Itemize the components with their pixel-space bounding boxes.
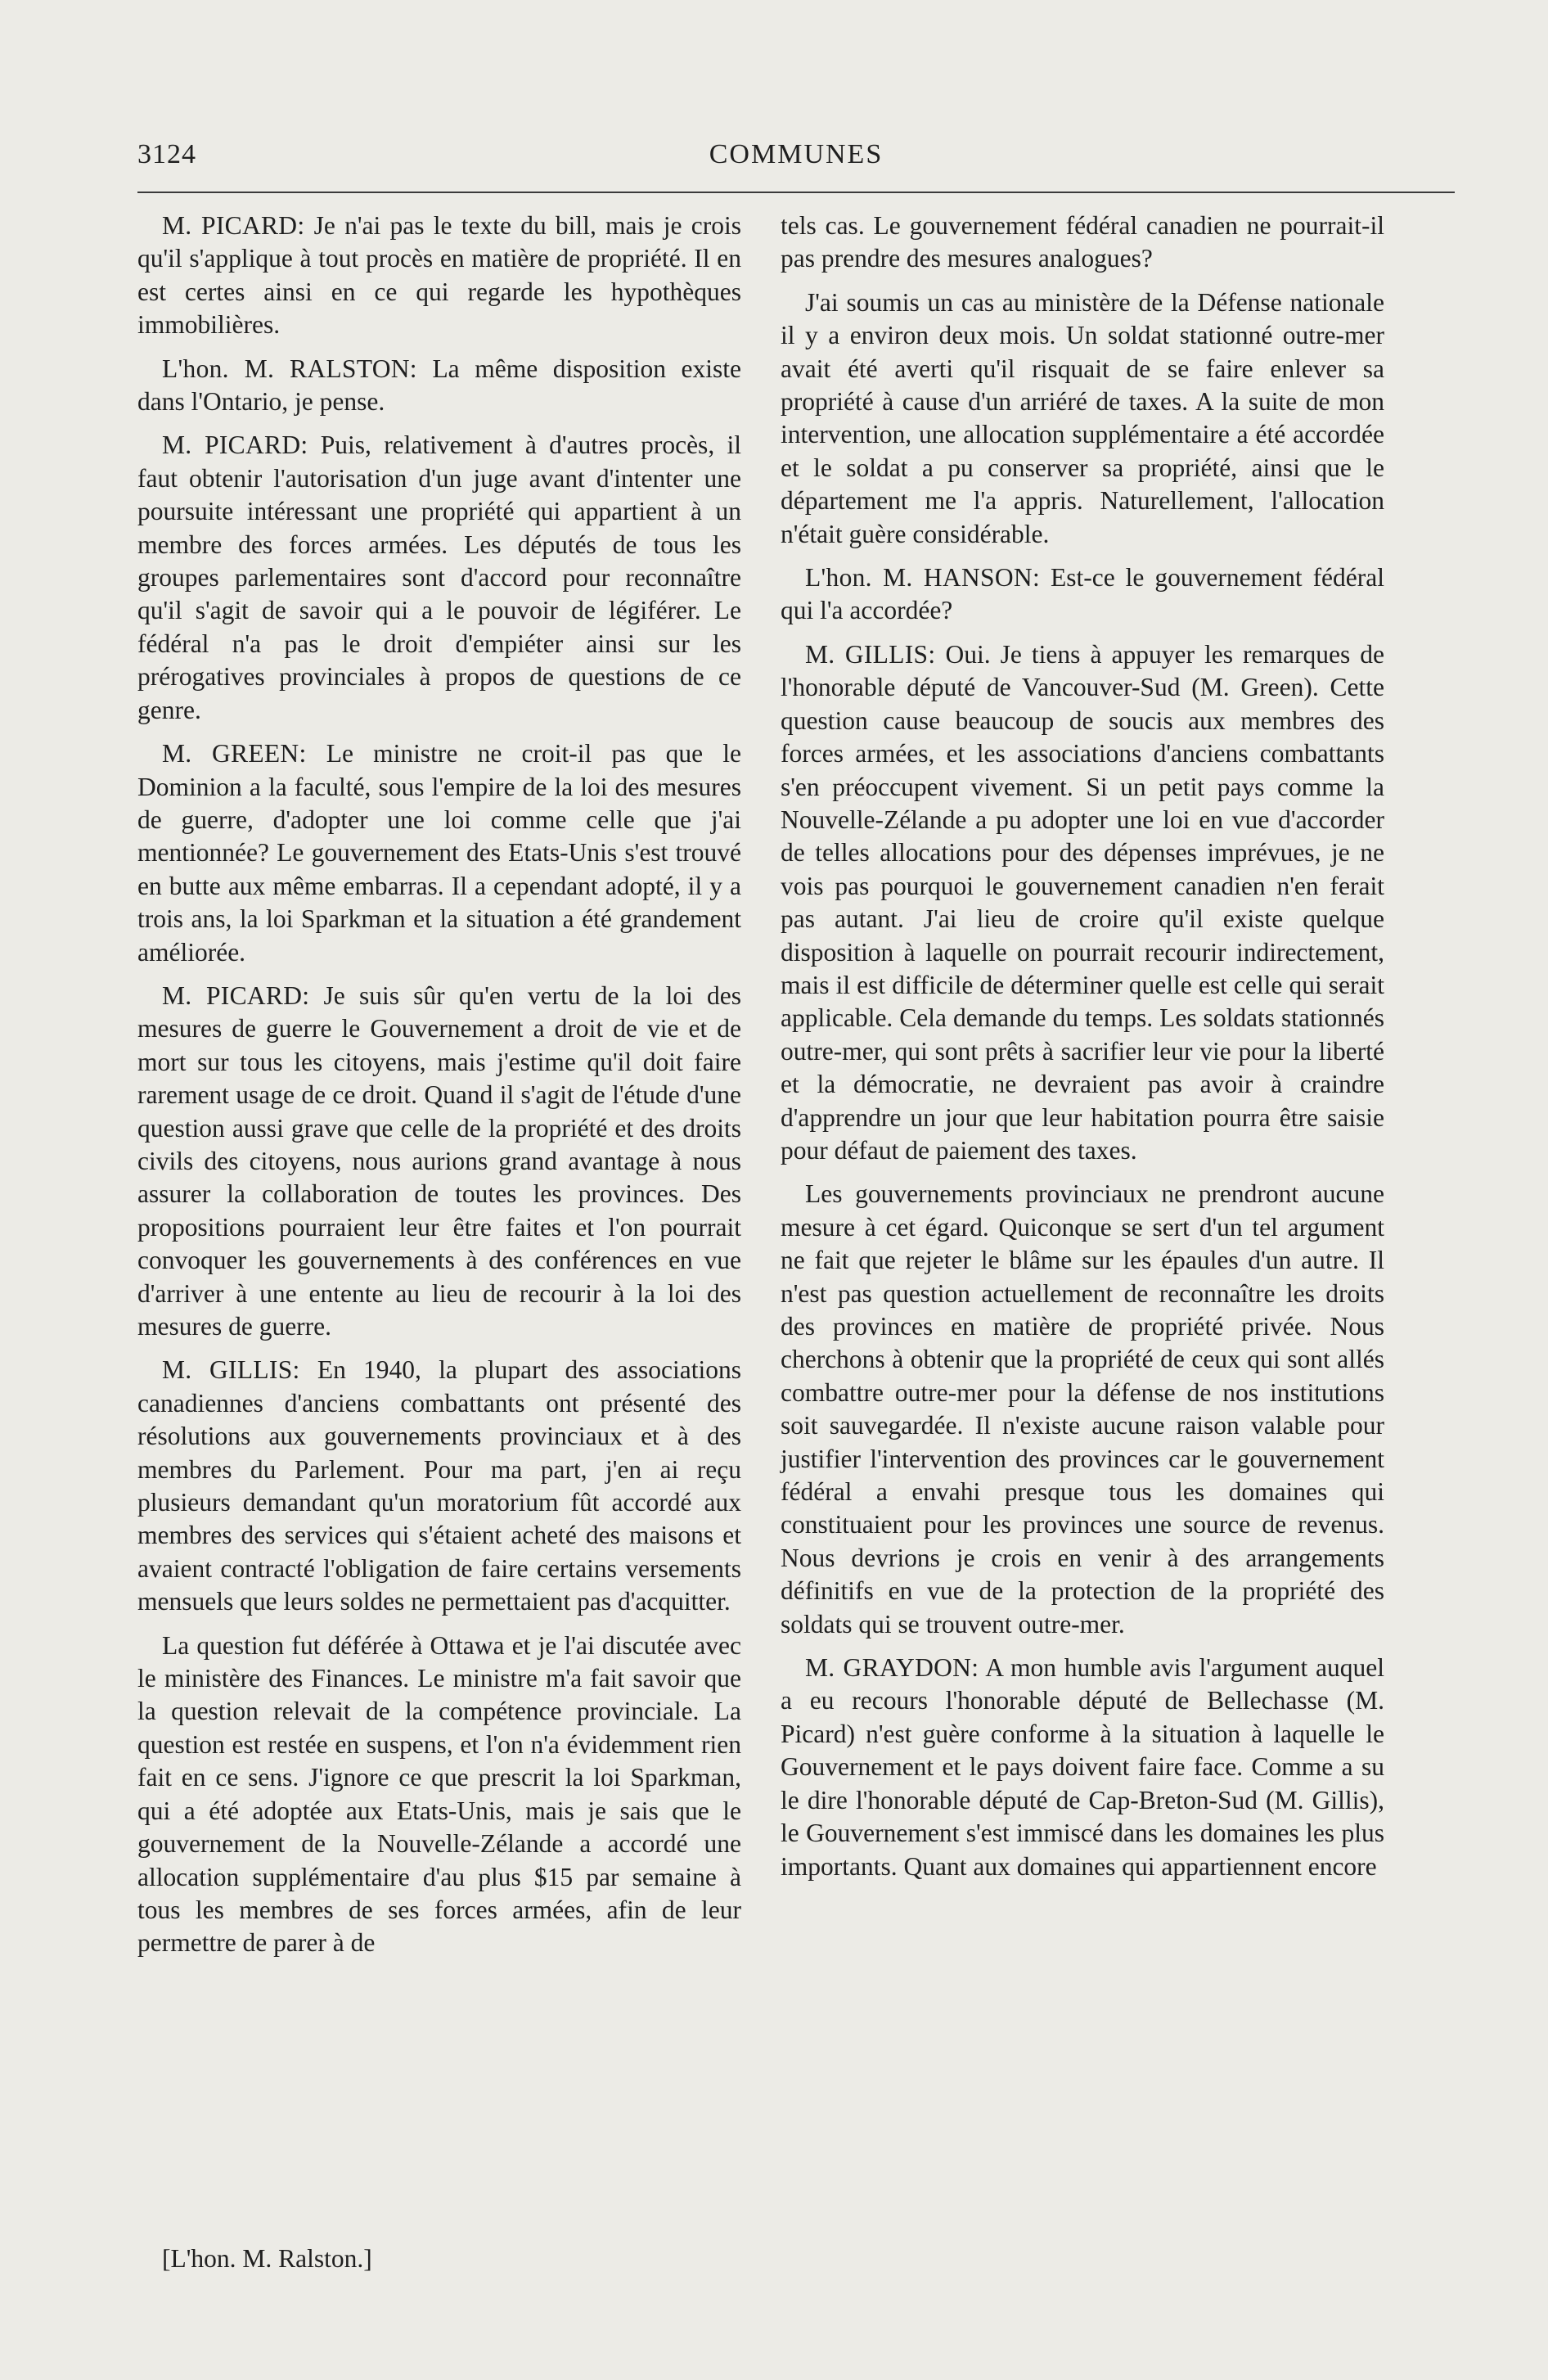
- speaker-name: M. PICARD:: [162, 430, 308, 460]
- paragraph-text: Oui. Je tiens à appuyer les remarques de l'honorable député de Vancouver-Sud (M. Green). Cette question cause beaucoup de soucis aux membres des forces armées, et les associations d'anciens combattants s'en préoccupent vivement. Si un petit pays comme la Nouvelle-Zélande a pu adopter une loi en vue d'accorder de telles allocations pour des dépenses imprévues, je ne vois pas pourquoi le gouvernement canadien n'en ferait pas autant. J'ai lieu de croire qu'il existe quelque disposition à laquelle on pourrait recourir indirectement, mais il est difficile de déterminer quelle est celle qui serait applicable. Cela demande du temps. Les soldats stationnés outre-mer, qui sont prêts à sacrifier leur vie pour la liberté et la démocratie, ne devraient pas avoir à craindre d'apprendre un jour que leur habitation pourra être saisie pour défaut de paiement des taxes.: [781, 639, 1384, 1165]
- paragraph-text: Puis, relativement à d'autres procès, il faut obtenir l'autorisation d'un juge avant d'intenter une poursuite intéressant une propriété qui appartient à un membre des forces armées. Les députés de tous les groupes parlementaires sont d'accord pour reconnaître qu'il s'agit de savoir qui a le pouvoir de légiférer. Le fédéral n'a pas le droit d'empiéter ainsi sur les prérogatives provinciales à propos de questions de ce genre.: [137, 430, 741, 724]
- paragraph-text: En 1940, la plupart des associations canadiennes d'anciens combattants ont présenté des résolutions aux gouvernements provinciaux et à des membres du Parlement. Pour ma part, j'en ai reçu plusieurs demandant qu'un moratorium fût accordé aux membres des services qui s'étaient acheté des maisons et avaient contracté l'obligation de faire certains versements mensuels que leurs soldes ne permettaient pas d'acquitter.: [137, 1355, 741, 1616]
- page-number: 3124: [137, 139, 196, 169]
- header-rule: [137, 192, 1455, 193]
- paragraph: [137, 1629, 741, 1960]
- speaker-name: L'hon. M. RALSTON:: [162, 354, 417, 383]
- paragraph: [137, 429, 741, 727]
- speaker-name: M. GILLIS:: [805, 639, 936, 669]
- speaker-name: M. PICARD:: [162, 211, 305, 240]
- paragraph-text: La question fut déférée à Ottawa et je l'ai discutée avec le ministère des Finances. Le ministre m'a fait savoir que la question relevait de la compétence provinciale. La question est restée en suspens, et l'on n'a évidemment rien fait en ce sens. J'ignore ce que prescrit la loi Sparkman, qui a été adoptée aux Etats-Unis, mais je sais que le gouvernement de la Nouvelle-Zélande a accordé une allocation supplémentaire d'au plus $15 par semaine à tous les membres de ses forces armées, afin de leur permettre de parer à de: [137, 1630, 741, 1958]
- paragraph: [781, 1652, 1384, 1883]
- speaker-name: M. GILLIS:: [162, 1355, 300, 1385]
- page-sheet: [61, 61, 1487, 2319]
- paragraph: [137, 1354, 741, 1618]
- paragraph: [137, 210, 741, 342]
- attribution: [L'hon. M. Ralston.]: [162, 2244, 372, 2273]
- paragraph: [781, 210, 1384, 276]
- paragraph-text: Je n'ai pas le texte du bill, mais je crois qu'il s'applique à tout procès en matière de propriété. Il en est certes ainsi en ce qui regarde les hypothèques immobilières.: [137, 211, 741, 340]
- paragraph: [781, 561, 1384, 628]
- paragraph: [137, 980, 741, 1343]
- paragraph-text: A mon humble avis l'argument auquel a eu recours l'honorable député de Bellechasse (M. Picard) n'est guère conforme à la situation à laquelle le Gouvernement et le pays doivent faire face. Comme a su le dire l'honorable député de Cap-Breton-Sud (M. Gillis), le Gouvernement s'est immiscé dans les domaines les plus importants. Quant aux domaines qui appartiennent encore: [781, 1653, 1384, 1881]
- paragraph-text: Les gouvernements provinciaux ne prendront aucune mesure à cet égard. Quiconque se sert d'un tel argument ne fait que rejeter le blâme sur les épaules d'un autre. Il n'est pas question actuellement de reconnaître les droits des provinces en matière de propriété privée. Nous cherchons à obtenir que la propriété de ceux qui sont allés combattre outre-mer pour la défense de nos institutions soit sauvegardée. Il n'existe aucune raison valable pour justifier l'intervention des provinces car le gouvernement fédéral a envahi presque tous les domaines qui constituaient pour les provinces une source de revenus. Nous devrions je crois en venir à des arrangements définitifs en vue de la protection de la propriété des soldats qui se trouvent outre-mer.: [781, 1179, 1384, 1639]
- left-column: [137, 210, 741, 1971]
- paragraph-text: Est-ce le gouvernement fédéral qui l'a accordée?: [781, 563, 1384, 625]
- paragraph-text: Je suis sûr qu'en vertu de la loi des mesures de guerre le Gouvernement a droit de vie et de mort sur tous les citoyens, mais j'estime qu'il doit faire rarement usage de ce droit. Quand il s'agit de l'étude d'une question aussi grave que celle de la propriété et des droits civils des citoyens, nous aurions grand avantage à nous assurer la collaboration de toutes les provinces. Des propositions pourraient leur être faites et l'on pourrait convoquer les gouvernements à des conférences en vue d'arriver à une entente au lieu de recourir à la loi des mesures de guerre.: [137, 980, 742, 1341]
- speaker-name: M. PICARD:: [162, 980, 310, 1010]
- paragraph-text: La même disposition existe dans l'Ontario, je pense.: [137, 354, 742, 417]
- speaker-name: M. GRAYDON:: [805, 1653, 979, 1683]
- paragraph: [781, 1178, 1384, 1641]
- running-head: COMMUNES: [709, 139, 884, 169]
- paragraph-text: Le ministre ne croit-il pas que le Dominion a la faculté, sous l'empire de la loi des mesures de guerre, d'adopter une loi comme celle que j'ai mentionnée? Le gouvernement des Etats-Unis s'est trouvé en butte aux même embarras. Il a cependant adopté, il y a trois ans, la loi Sparkman et la situation a été grandement améliorée.: [137, 739, 742, 967]
- paragraph: [137, 737, 741, 969]
- paragraph: [781, 286, 1384, 551]
- page-header: [137, 139, 1455, 180]
- paragraph-text: tels cas. Le gouvernement fédéral canadien ne pourrait-il pas prendre des mesures analogues?: [781, 211, 1384, 273]
- speaker-name: M. GREEN:: [162, 739, 307, 769]
- paragraph: [137, 353, 741, 419]
- speaker-name: L'hon. M. HANSON:: [805, 563, 1041, 593]
- paragraph: [781, 638, 1384, 1168]
- right-column: [781, 210, 1384, 1894]
- paragraph-text: J'ai soumis un cas au ministère de la Défense nationale il y a environ deux mois. Un soldat stationné outre-mer avait été averti qu'il risquait de se faire enlever sa propriété à cause d'un arriéré de taxes. A la suite de mon intervention, une allocation supplémentaire a été accordée et le soldat a pu conserver sa propriété, ainsi que le département me l'a appris. Naturellement, l'allocation n'était guère considérable.: [781, 287, 1384, 548]
